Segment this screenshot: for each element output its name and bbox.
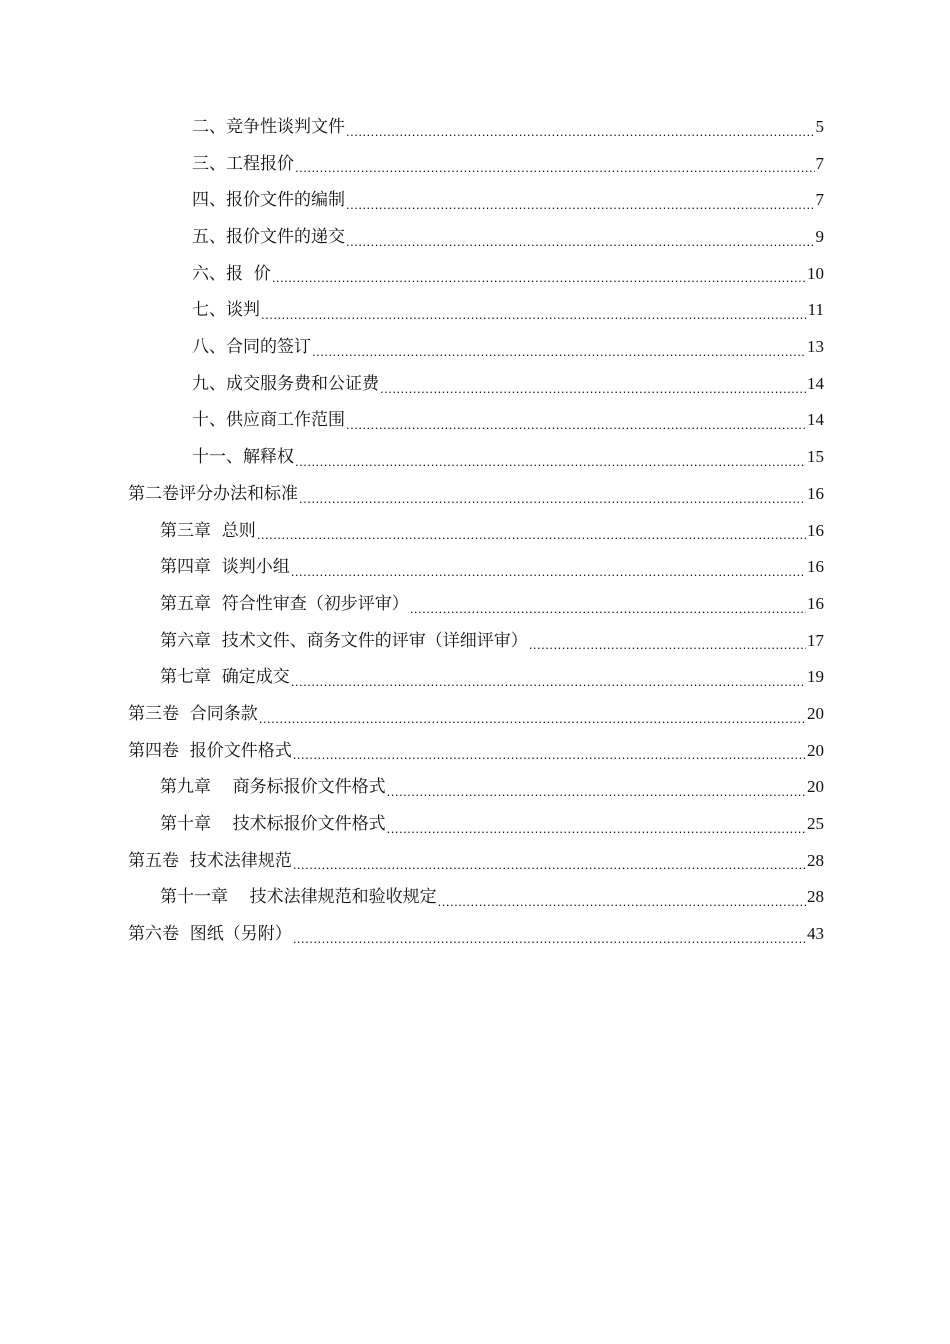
- toc-entry-title: 第四章 谈判小组: [160, 557, 290, 578]
- toc-entry[interactable]: [128, 439, 824, 476]
- toc-entry[interactable]: [128, 256, 824, 293]
- toc-entry[interactable]: [128, 769, 824, 806]
- toc-entry[interactable]: [128, 182, 824, 219]
- toc-entry-title: 六、报 价: [192, 263, 271, 284]
- toc-entry[interactable]: [128, 366, 824, 403]
- toc-entry-title: 五、报价文件的递交: [192, 227, 345, 248]
- toc-page-number: 16: [807, 557, 824, 577]
- toc-entry[interactable]: [128, 219, 824, 256]
- toc-page-number: 20: [807, 703, 824, 723]
- toc-page-number: 7: [815, 190, 824, 210]
- toc-entry-title: 第七章 确定成交: [160, 667, 290, 688]
- toc-dot-leader: [291, 668, 806, 696]
- toc-dot-leader: [346, 118, 815, 146]
- toc-entry-title: 第九章 商务标报价文件格式: [160, 777, 386, 798]
- toc-dot-leader: [346, 411, 806, 439]
- toc-entry[interactable]: [128, 733, 824, 770]
- toc-dot-leader: [259, 705, 806, 733]
- toc-entry[interactable]: [128, 623, 824, 660]
- toc-entry-title: 七、谈判: [192, 300, 260, 321]
- toc-entry-title: 第五卷 技术法律规范: [128, 850, 292, 871]
- toc-page-number: 28: [807, 887, 824, 907]
- toc-entry[interactable]: [128, 513, 824, 550]
- toc-entry[interactable]: [128, 879, 824, 916]
- toc-page-number: 16: [807, 483, 824, 503]
- toc-entry-title: 第二卷评分办法和标准: [128, 483, 298, 504]
- toc-dot-leader: [312, 338, 806, 366]
- toc-entry-title: 二、竞争性谈判文件: [192, 116, 345, 137]
- toc-page-number: 9: [815, 227, 824, 247]
- toc-entry-title: 十、供应商工作范围: [192, 410, 345, 431]
- toc-entry-title: 第十一章 技术法律规范和验收规定: [160, 887, 437, 908]
- toc-dot-leader: [346, 228, 815, 256]
- toc-entry-title: 第三章 总则: [160, 520, 256, 541]
- toc-page-number: 25: [807, 814, 824, 834]
- toc-page-number: 16: [807, 520, 824, 540]
- toc-dot-leader: [272, 264, 806, 292]
- toc-page-number: 13: [807, 337, 824, 357]
- toc-entry[interactable]: [128, 549, 824, 586]
- toc-page-number: 10: [807, 263, 824, 283]
- toc-page-number: 11: [807, 300, 824, 320]
- toc-dot-leader: [438, 888, 806, 916]
- toc-entry[interactable]: [128, 916, 824, 953]
- toc-dot-leader: [291, 558, 806, 586]
- toc-entry[interactable]: [128, 109, 824, 146]
- toc-dot-leader: [299, 485, 806, 513]
- toc-entry-title: 第六卷 图纸（另附）: [128, 924, 292, 945]
- toc-page-number: 19: [807, 667, 824, 687]
- toc-entry-title: 九、成交服务费和公证费: [192, 373, 379, 394]
- toc-page-number: 14: [807, 373, 824, 393]
- toc-entry[interactable]: [128, 292, 824, 329]
- toc-dot-leader: [410, 595, 806, 623]
- toc-dot-leader: [261, 301, 807, 329]
- toc-page-number: 28: [807, 850, 824, 870]
- toc-entry-title: 三、工程报价: [192, 153, 294, 174]
- toc-entry-title: 四、报价文件的编制: [192, 190, 345, 211]
- toc-entry[interactable]: [128, 586, 824, 623]
- toc-dot-leader: [257, 521, 806, 549]
- toc-entry-title: 第三卷 合同条款: [128, 703, 258, 724]
- toc-dot-leader: [387, 778, 806, 806]
- toc-dot-leader: [293, 741, 806, 769]
- toc-page-number: 43: [807, 924, 824, 944]
- toc-dot-leader: [295, 448, 806, 476]
- toc-page-number: 16: [807, 593, 824, 613]
- toc-entry-title: 第四卷 报价文件格式: [128, 740, 292, 761]
- toc-entry[interactable]: [128, 476, 824, 513]
- toc-entry[interactable]: [128, 843, 824, 880]
- toc-dot-leader: [380, 375, 806, 403]
- toc-dot-leader: [295, 154, 815, 182]
- toc-page-number: 5: [815, 116, 824, 136]
- toc-entry[interactable]: [128, 806, 824, 843]
- toc-entry-title: 十一、解释权: [192, 447, 294, 468]
- toc-page-number: 15: [807, 447, 824, 467]
- toc-entry[interactable]: [128, 403, 824, 440]
- table-of-contents: [128, 109, 824, 953]
- toc-entry-title: 第五章 符合性审查（初步评审）: [160, 593, 409, 614]
- toc-entry[interactable]: [128, 329, 824, 366]
- toc-dot-leader: [293, 851, 806, 879]
- toc-entry-title: 第十章 技术标报价文件格式: [160, 814, 386, 835]
- toc-page-number: 20: [807, 740, 824, 760]
- toc-entry[interactable]: [128, 146, 824, 183]
- toc-entry[interactable]: [128, 659, 824, 696]
- toc-dot-leader: [293, 925, 806, 953]
- toc-dot-leader: [529, 631, 806, 659]
- toc-page-number: 7: [815, 153, 824, 173]
- toc-page-number: 20: [807, 777, 824, 797]
- toc-dot-leader: [387, 815, 806, 843]
- toc-dot-leader: [346, 191, 815, 219]
- toc-page-number: 17: [807, 630, 824, 650]
- toc-page-number: 14: [807, 410, 824, 430]
- toc-entry-title: 八、合同的签订: [192, 337, 311, 358]
- toc-entry-title: 第六章 技术文件、商务文件的评审（详细评审）: [160, 630, 528, 651]
- toc-entry[interactable]: [128, 696, 824, 733]
